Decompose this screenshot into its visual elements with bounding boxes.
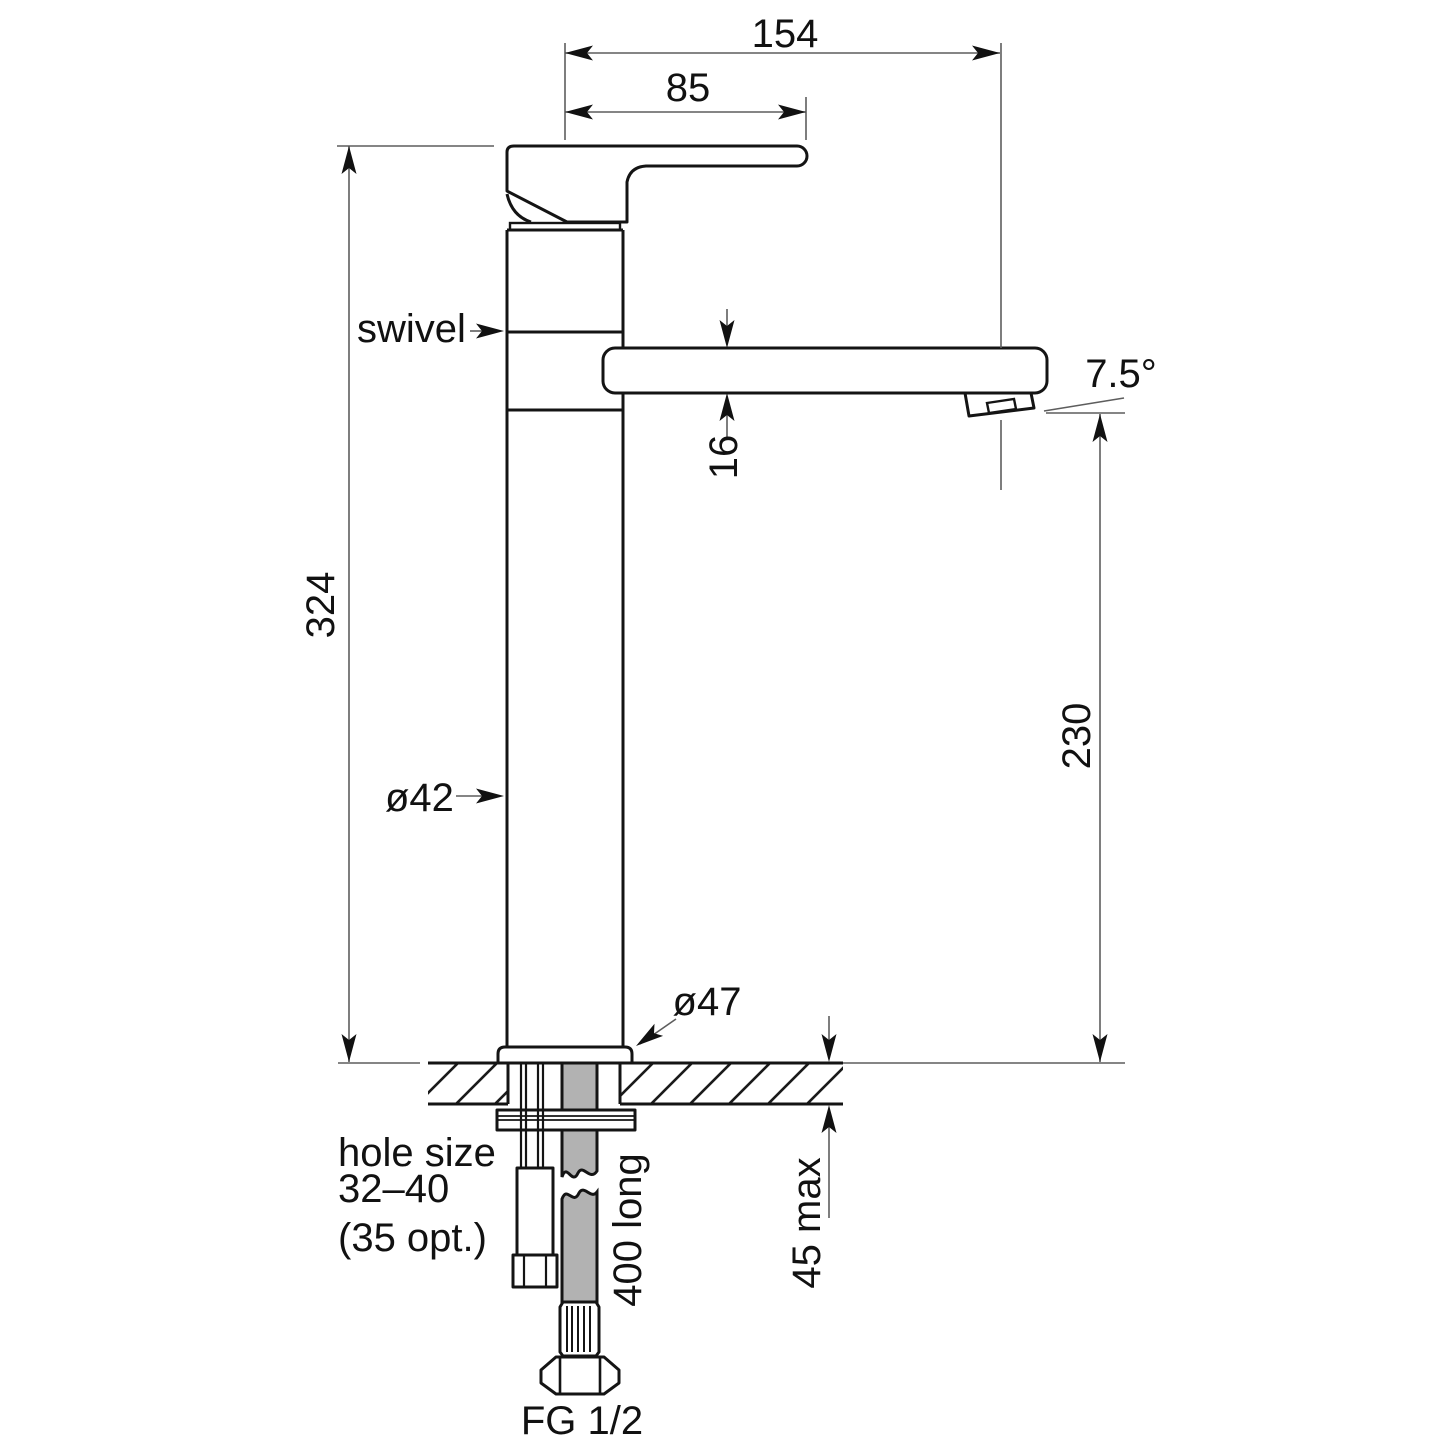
- hole-size-label-line3: (35 opt.): [338, 1216, 487, 1260]
- dim-base-diameter-label: ø47: [672, 980, 742, 1024]
- hole-size-label-line1: hole size: [338, 1131, 496, 1175]
- spout: [603, 348, 1047, 393]
- dim-bench-thickness-label: 45 max: [785, 1157, 829, 1289]
- hose-hex-fitting: [513, 1255, 557, 1287]
- dim-hose-length-label: 400 long: [606, 1153, 650, 1307]
- dim-body-diameter-label: ø42: [385, 776, 454, 820]
- dim-overall-height-label: 324: [299, 571, 343, 639]
- supply-pipe-lower: [562, 1190, 597, 1302]
- dim-spout-angle-label: 7.5°: [1085, 352, 1157, 396]
- base-flange: [498, 1047, 632, 1063]
- dim-spout-thickness-label: 16: [702, 434, 746, 480]
- hole-size-label-line2: 32–40: [338, 1167, 450, 1211]
- dim-spout-height-label: 230: [1055, 702, 1099, 770]
- bench-hatch-right: [620, 1063, 843, 1104]
- connector-hex-nut: [541, 1357, 619, 1394]
- dim-overall-reach-label: 154: [751, 12, 819, 56]
- knurled-coupling: [560, 1302, 599, 1356]
- bench-hatch-left: [428, 1063, 508, 1104]
- connection-thread-label: FG 1/2: [520, 1399, 644, 1443]
- braided-hose-body: [517, 1168, 553, 1255]
- dim-handle-length-label: 85: [665, 66, 711, 110]
- swivel-label: swivel: [357, 307, 466, 351]
- mounting-washer: [497, 1110, 635, 1130]
